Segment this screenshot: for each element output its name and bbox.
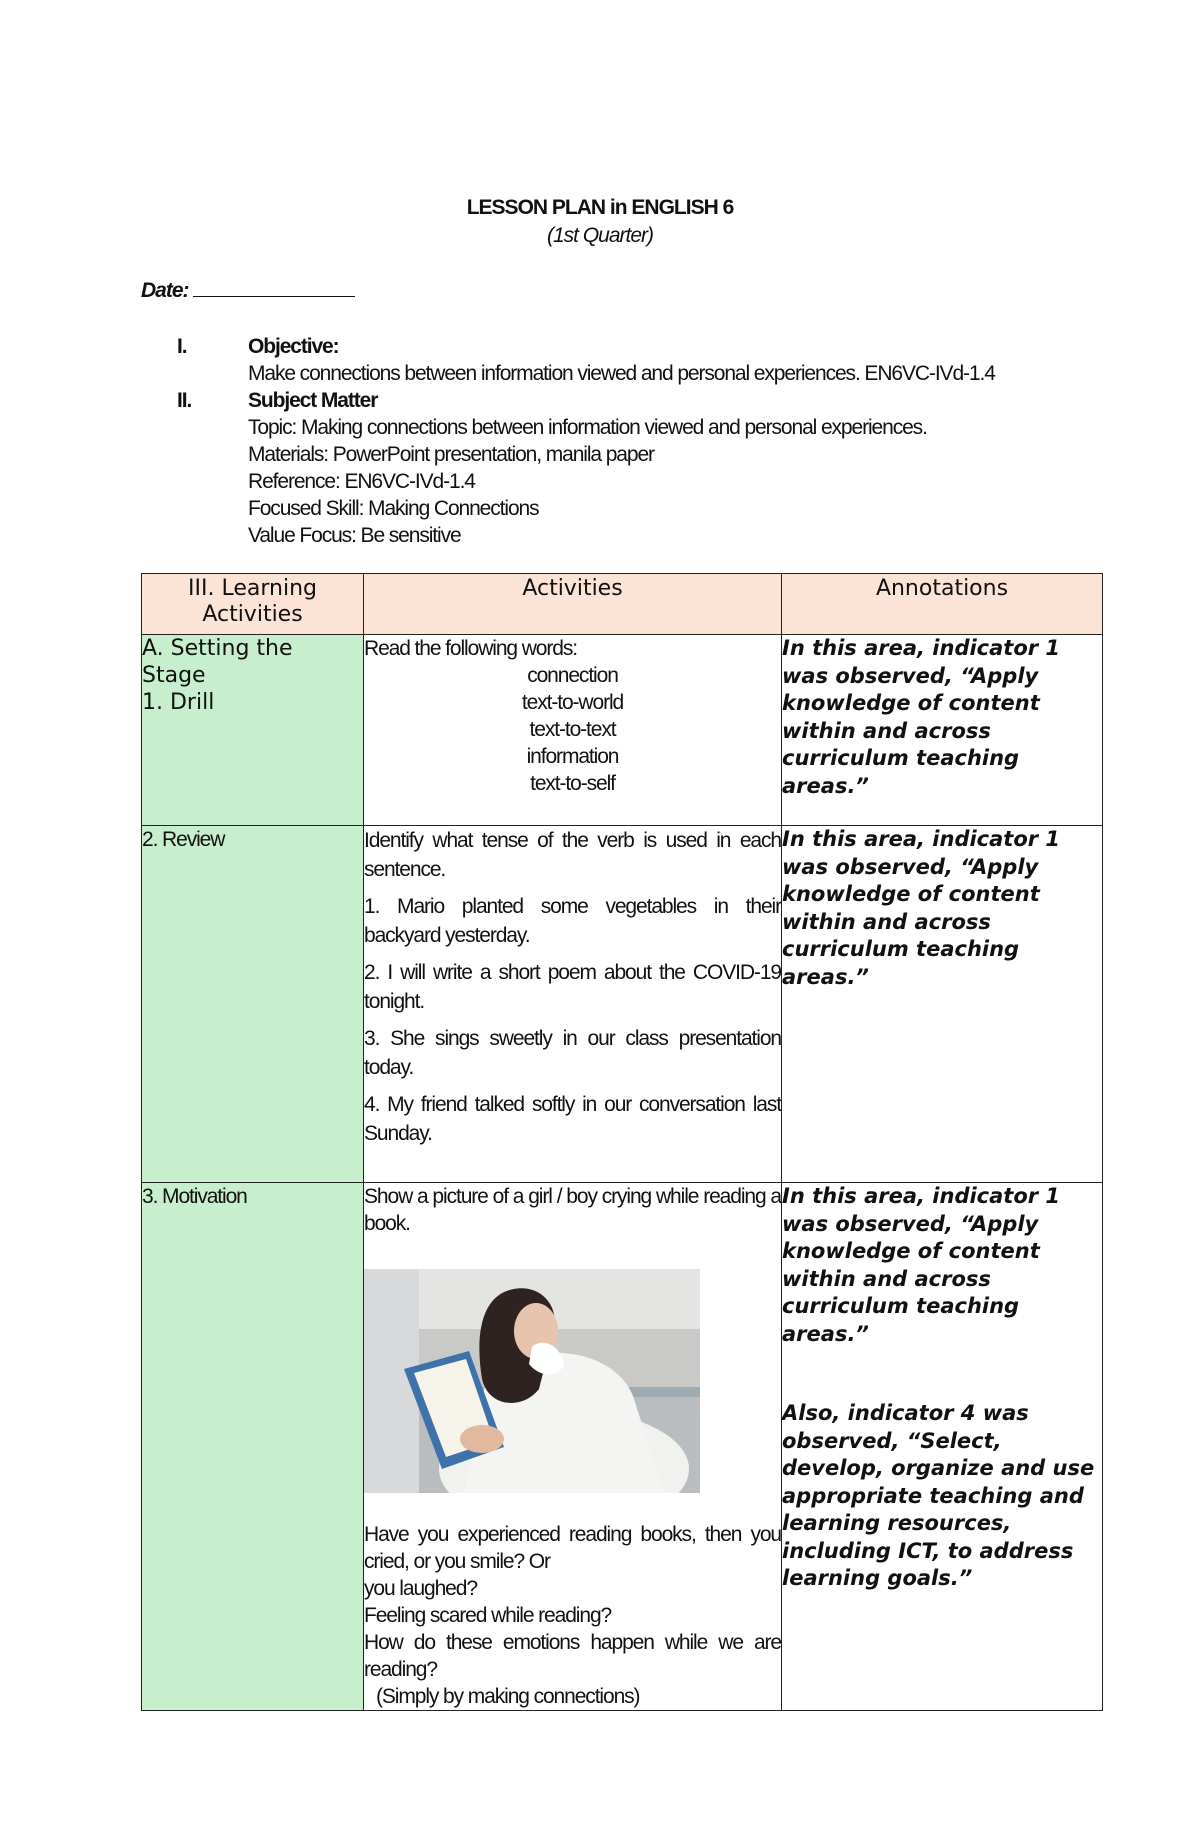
document-title: LESSON PLAN in ENGLISH 6 bbox=[466, 196, 734, 219]
subject-matter-section bbox=[141, 387, 1121, 549]
objective-text: Make connections between information viewed and personal experiences. EN6VC-IVd-1.4 bbox=[248, 362, 995, 385]
value-line: Value Focus: Be sensitive bbox=[248, 524, 461, 547]
date-blank[interactable] bbox=[193, 278, 355, 297]
review-sentence: 4. My friend talked softly in our conversation last Sunday. bbox=[364, 1093, 781, 1145]
materials-line: Materials: PowerPoint presentation, manila paper bbox=[248, 443, 654, 466]
title-block bbox=[0, 196, 1200, 248]
motivation-question: Have you experienced reading books, then you cried, or you smile? Or bbox=[364, 1523, 781, 1573]
skill-line: Focused Skill: Making Connections bbox=[248, 497, 539, 520]
table-row bbox=[142, 1183, 1103, 1711]
motivation-question: you laughed? bbox=[364, 1577, 477, 1600]
learning-activities-table bbox=[141, 573, 1103, 1711]
header-activities: Activities bbox=[364, 574, 782, 635]
drill-intro: Read the following words: bbox=[364, 637, 577, 660]
drill-activity bbox=[364, 635, 782, 826]
table-header-row bbox=[142, 574, 1103, 635]
row-label-setting-stage bbox=[142, 635, 364, 826]
review-sentence: 2. I will write a short poem about the COVID-19 tonight. bbox=[364, 961, 781, 1013]
table-row bbox=[142, 826, 1103, 1183]
review-sentence: 3. She sings sweetly in our class presentation today. bbox=[364, 1027, 781, 1079]
header-annotations: Annotations bbox=[782, 574, 1103, 635]
motivation-question: Feeling scared while reading? bbox=[364, 1604, 612, 1627]
word-item: text-to-text bbox=[529, 718, 616, 741]
drill-annotation: In this area, indicator 1 was observed, “Apply knowledge of content within and across curriculum teaching areas.” bbox=[782, 635, 1103, 826]
subject-number: II. bbox=[177, 389, 192, 412]
girl-reading-crying-photo bbox=[364, 1269, 700, 1493]
word-item: text-to-self bbox=[530, 772, 615, 795]
motivation-activity bbox=[364, 1183, 782, 1711]
review-annotation: In this area, indicator 1 was observed, “Apply knowledge of content within and across curriculum teaching areas.” bbox=[782, 826, 1103, 1183]
review-intro: Identify what tense of the verb is used in each sentence. bbox=[364, 829, 781, 881]
table-row bbox=[142, 635, 1103, 826]
document-subtitle: (1st Quarter) bbox=[546, 224, 654, 247]
objective-number: I. bbox=[177, 335, 187, 358]
word-item: text-to-world bbox=[521, 691, 624, 714]
objective-heading: Objective: bbox=[248, 335, 339, 358]
motivation-annotation-2: Also, indicator 4 was observed, “Select, develop, organize and use appropriate teaching and learning resources, including ICT, to address learning goals.” bbox=[782, 1401, 1095, 1590]
motivation-annotation bbox=[782, 1183, 1103, 1711]
header-learning-activities: III. Learning Activities bbox=[142, 574, 364, 635]
motivation-intro: Show a picture of a girl / boy crying while reading a book. bbox=[364, 1185, 781, 1235]
label-setting-stage: A. Setting the Stage bbox=[142, 636, 293, 688]
motivation-annotation-1: In this area, indicator 1 was observed, “Apply knowledge of content within and across curriculum teaching areas.” bbox=[782, 1184, 1061, 1346]
word-item: information bbox=[526, 745, 619, 768]
row-label-motivation: 3. Motivation bbox=[142, 1183, 364, 1711]
subject-heading: Subject Matter bbox=[248, 389, 378, 412]
review-activity bbox=[364, 826, 782, 1183]
motivation-note: (Simply by making connections) bbox=[376, 1685, 640, 1708]
word-item: connection bbox=[527, 664, 618, 687]
label-drill: 1. Drill bbox=[142, 690, 215, 715]
topic-line: Topic: Making connections between information viewed and personal experiences. bbox=[248, 416, 927, 439]
motivation-question: How do these emotions happen while we are reading? bbox=[364, 1631, 781, 1681]
review-sentence: 1. Mario planted some vegetables in their backyard yesterday. bbox=[364, 895, 781, 947]
row-label-review: 2. Review bbox=[142, 826, 364, 1183]
reference-line: Reference: EN6VC-IVd-1.4 bbox=[248, 470, 475, 493]
date-field bbox=[141, 278, 355, 303]
objective-section bbox=[141, 333, 1121, 387]
date-label: Date: bbox=[141, 279, 189, 302]
